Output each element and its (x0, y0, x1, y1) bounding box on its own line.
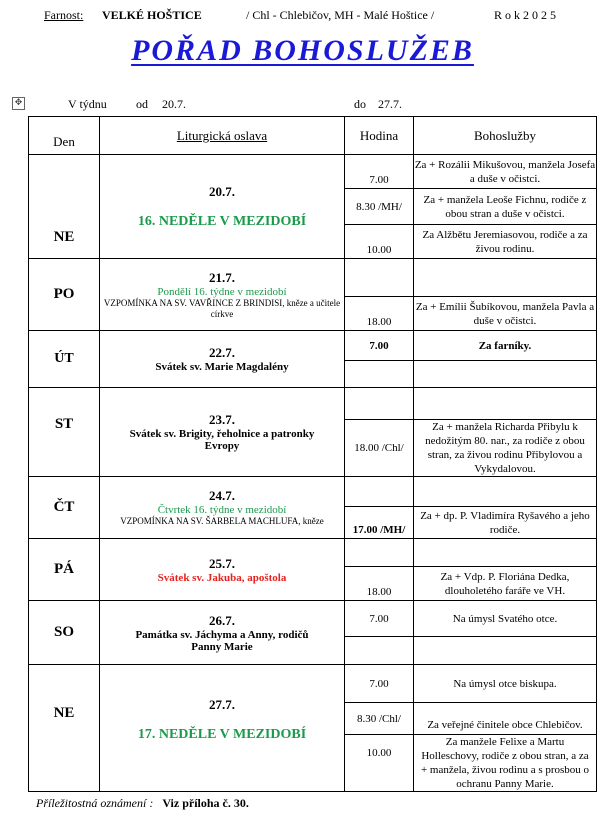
feast: 16. NEDĚLE V MEZIDOBÍ (137, 213, 307, 229)
service-cell: Za + dp. P. Vladimíra Ryšavého a jeho rodiče. (414, 507, 597, 539)
hour-cell: 7.00 (345, 331, 414, 361)
feast: Pondělí 16. týdne v mezidobí (157, 285, 287, 298)
table-row (29, 539, 597, 567)
service-cell: Za + Emílii Šubíkovou, manžela Pavla a duše v očistci. (414, 297, 597, 331)
day-cell: ÚT (29, 331, 100, 388)
hour-cell: 8.30 /MH/ (345, 189, 414, 225)
week-to: 27.7. (378, 97, 402, 111)
liturgy-cell (100, 601, 345, 665)
day-cell: SO (29, 601, 100, 665)
parish-label: Farnost: (44, 8, 84, 22)
service-cell: Za farníky. (414, 331, 597, 361)
col-header-hour: Hodina (345, 117, 414, 155)
week-from-label: od (136, 97, 148, 111)
liturgy-cell (100, 665, 345, 792)
service-cell: Za + manžela Leoše Fichnu, rodiče z obou stran a duše v očistci. (414, 189, 597, 225)
schedule-table (28, 116, 597, 792)
service-cell: Za Alžbětu Jeremiasovou, rodiče a za živou rodinu. (414, 225, 597, 259)
service-cell (414, 388, 597, 420)
service-cell: Za + manžela Richarda Přibylu k nedožitým 80. nar., za rodiče z obou stran, za živou rodinu Přibylovou a Vykydalovou. (414, 420, 597, 477)
service-cell: Za + Vdp. P. Floriána Dedka, dlouholetého faráře ve VH. (414, 567, 597, 601)
week-label: V týdnu (68, 97, 107, 111)
parish-name: VELKÉ HOŠTICE (102, 8, 202, 22)
footer-text: Viz příloha č. 30. (162, 796, 249, 810)
service-cell (414, 361, 597, 388)
memorial-note: VZPOMÍNKA NA SV. VAVŘINCE Z BRINDISI, kněze a učitele církve (103, 297, 341, 319)
day-cell: PO (29, 259, 100, 331)
hour-cell: 18.00 /Chl/ (345, 420, 414, 477)
hour-cell (345, 361, 414, 388)
date: 27.7. (209, 697, 235, 712)
service-cell (414, 637, 597, 665)
day-cell: NE (29, 155, 100, 259)
day-cell: ST (29, 388, 100, 477)
page-title: POŘAD BOHOSLUŽEB (131, 34, 474, 67)
service-cell (414, 477, 597, 507)
service-cell (414, 259, 597, 297)
date: 26.7. (209, 612, 235, 628)
liturgy-cell (100, 539, 345, 601)
col-header-services: Bohoslužby (414, 117, 597, 155)
hour-cell (345, 637, 414, 665)
page-header (0, 8, 605, 24)
feast: 17. NEDĚLE V MEZIDOBÍ (137, 727, 307, 742)
table-row (29, 388, 597, 420)
move-handle-icon[interactable]: ✥ (12, 97, 25, 110)
service-cell: Na úmysl Svatého otce. (414, 601, 597, 637)
hour-cell (345, 477, 414, 507)
day-cell: PÁ (29, 539, 100, 601)
year: R o k 2 0 2 5 (494, 8, 557, 22)
table-row (29, 155, 597, 189)
week-from: 20.7. (162, 97, 186, 111)
hour-cell: 17.00 /MH/ (345, 507, 414, 539)
hour-cell: 7.00 (345, 665, 414, 703)
liturgy-cell (100, 477, 345, 539)
week-range (0, 97, 605, 113)
table-row (29, 331, 597, 361)
feast: Čtvrtek 16. týdne v mezidobí (157, 504, 287, 516)
date: 24.7. (209, 488, 235, 503)
table-row (29, 259, 597, 297)
week-to-label: do (354, 97, 366, 111)
day-cell: NE (29, 665, 100, 792)
feast: Památka sv. Jáchyma a Anny, rodičů Panny Marie (135, 628, 309, 653)
service-cell: Za manžele Felixe a Martu Holleschovy, rodiče z obou stran, a za + manžela, živou rodinu a s prosbou o ochranu Panny Marie. (414, 735, 597, 792)
date: 23.7. (209, 412, 235, 427)
feast: Svátek sv. Marie Magdalény (155, 361, 289, 373)
date: 22.7. (209, 345, 235, 360)
footer-note (36, 796, 249, 811)
liturgy-cell (100, 259, 345, 331)
footer-label: Příležitostná oznámení : (36, 796, 154, 810)
table-header-row (29, 117, 597, 155)
liturgy-cell (100, 331, 345, 388)
hour-cell: 18.00 (345, 567, 414, 601)
service-cell: Za veřejné činitele obce Chlebičov. (414, 703, 597, 735)
memorial-note: VZPOMÍNKA NA SV. ŠARBELA MACHLUFA, kněze (120, 516, 324, 526)
hour-cell: 10.00 (345, 735, 414, 792)
hour-cell (345, 539, 414, 567)
col-header-day: Den (29, 117, 100, 155)
liturgy-cell (100, 388, 345, 477)
liturgy-cell (100, 155, 345, 259)
date: 20.7. (209, 183, 235, 199)
service-cell: Na úmysl otce biskupa. (414, 665, 597, 703)
col-header-liturgy: Liturgická oslava (100, 117, 345, 155)
day-cell: ČT (29, 477, 100, 539)
date: 25.7. (209, 555, 235, 571)
table-row (29, 477, 597, 507)
hour-cell: 10.00 (345, 225, 414, 259)
service-cell (414, 539, 597, 567)
hour-cell: 7.00 (345, 155, 414, 189)
hour-cell: 8.30 /Chl/ (345, 703, 414, 735)
service-cell: Za + Rozálii Mikušovou, manžela Josefa a duše v očistci. (414, 155, 597, 189)
hour-cell (345, 388, 414, 420)
table-row (29, 665, 597, 703)
abbreviations: / Chl - Chlebičov, MH - Malé Hoštice / (246, 8, 435, 22)
hour-cell: 7.00 (345, 601, 414, 637)
date: 21.7. (209, 269, 235, 285)
hour-cell (345, 259, 414, 297)
table-row (29, 601, 597, 637)
feast: Svátek sv. Jakuba, apoštola (157, 571, 287, 584)
hour-cell: 18.00 (345, 297, 414, 331)
feast: Svátek sv. Brigity, řeholnice a patronky Evropy (129, 428, 315, 452)
